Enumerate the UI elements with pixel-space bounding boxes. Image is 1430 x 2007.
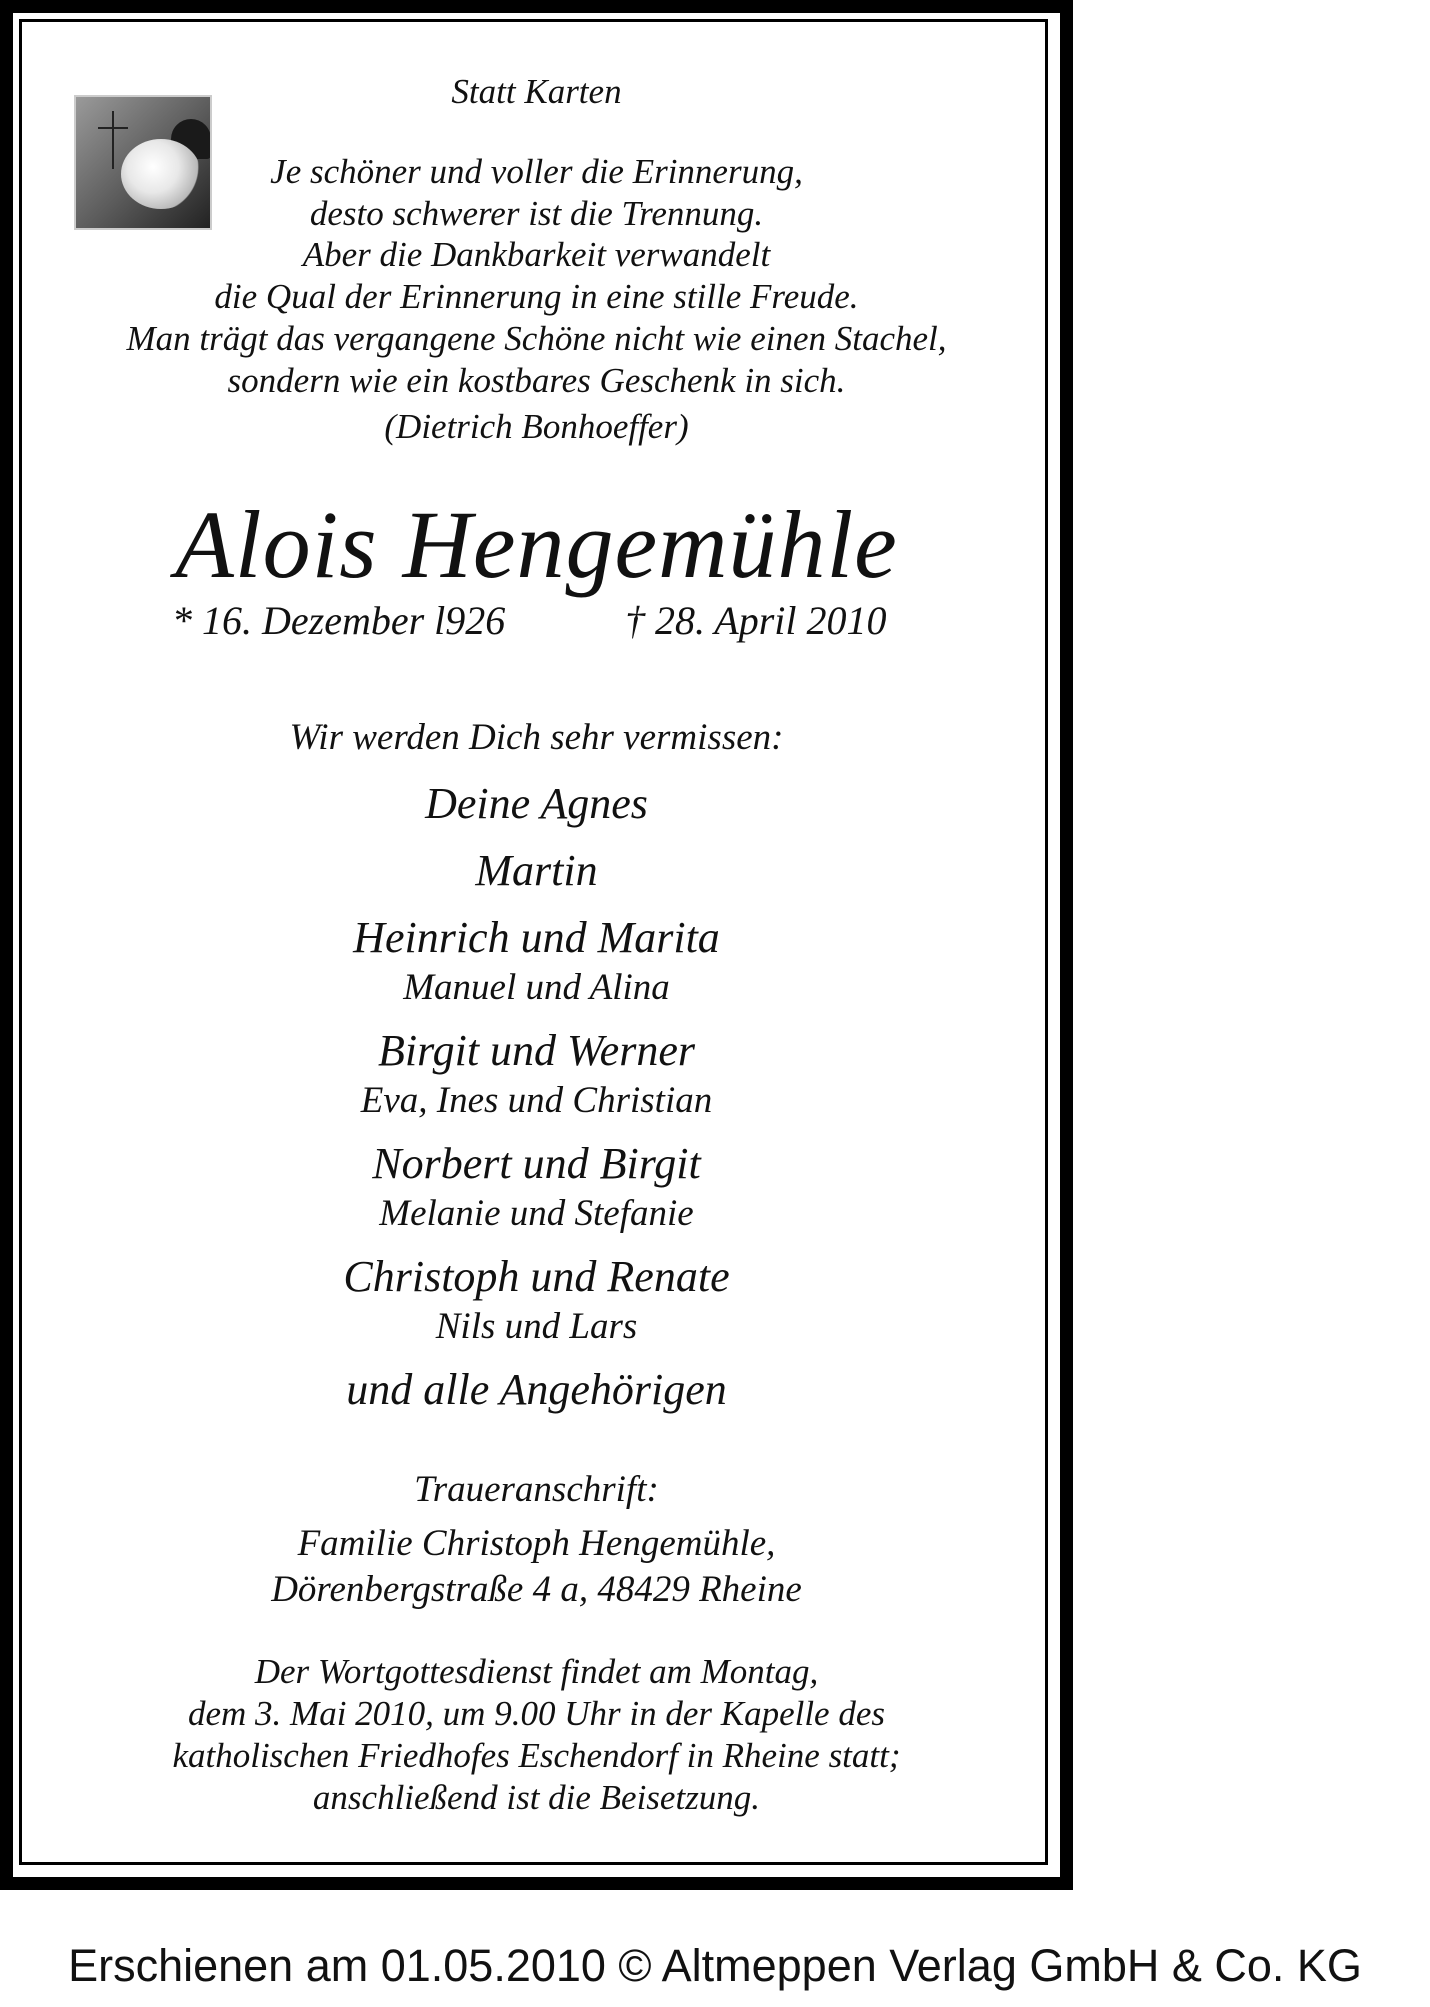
deceased-name: Alois Hengemühle [175, 491, 898, 598]
address-line: Dörenbergstraße 4 a, 48429 Rheine [271, 1569, 802, 1610]
cross-icon-bar [98, 127, 128, 129]
birth-date: * 16. Dezember l926 [172, 598, 506, 643]
quote-line: desto schwerer ist die Trennung. [309, 194, 764, 233]
service-line: katholischen Friedhofes Eschendorf in Rheine statt; [172, 1736, 901, 1775]
mourner-subline: Manuel und Alina [403, 967, 670, 1008]
miss-line: Wir werden Dich sehr vermissen: [289, 717, 784, 758]
service-line: anschließend ist die Beisetzung. [312, 1778, 761, 1817]
death-date: † 28. April 2010 [625, 598, 887, 643]
mourner-subline: Eva, Ines und Christian [360, 1080, 713, 1121]
quote-line: Je schöner und voller die Erinnerung, [270, 152, 803, 191]
service-line: Der Wortgottesdienst findet am Montag, [254, 1652, 819, 1691]
mourner-line: Deine Agnes [425, 779, 648, 828]
quote-line: Aber die Dankbarkeit verwandelt [302, 235, 771, 274]
mourner-subline: Melanie und Stefanie [379, 1193, 694, 1234]
mourner-subline: Nils und Lars [435, 1306, 638, 1347]
quote-line: die Qual der Erinnerung in eine stille Freude. [214, 277, 859, 316]
address-label: Traueranschrift: [414, 1469, 659, 1510]
mourner-line: und alle Angehörigen [346, 1365, 727, 1414]
mourner-line: Norbert und Birgit [372, 1139, 701, 1188]
mourner-line: Martin [475, 846, 598, 895]
life-dates [22, 597, 1051, 647]
header-text: Statt Karten [451, 72, 622, 111]
mourner-line: Christoph und Renate [343, 1252, 730, 1301]
address-line: Familie Christoph Hengemühle, [297, 1523, 776, 1564]
quote-line: Man trägt das vergangene Schöne nicht wie einen Stachel, [126, 319, 947, 358]
mourner-line: Heinrich und Marita [353, 913, 720, 962]
notice-content [22, 22, 1051, 1862]
service-line: dem 3. Mai 2010, um 9.00 Uhr in der Kapelle des [187, 1694, 885, 1733]
quote-line: sondern wie ein kostbares Geschenk in sich. [227, 361, 846, 400]
mourner-line: Birgit und Werner [378, 1026, 695, 1075]
publication-footer: Erschienen am 01.05.2010 © Altmeppen Verlag GmbH & Co. KG [68, 1940, 1362, 1991]
quote-author: (Dietrich Bonhoeffer) [384, 407, 689, 446]
